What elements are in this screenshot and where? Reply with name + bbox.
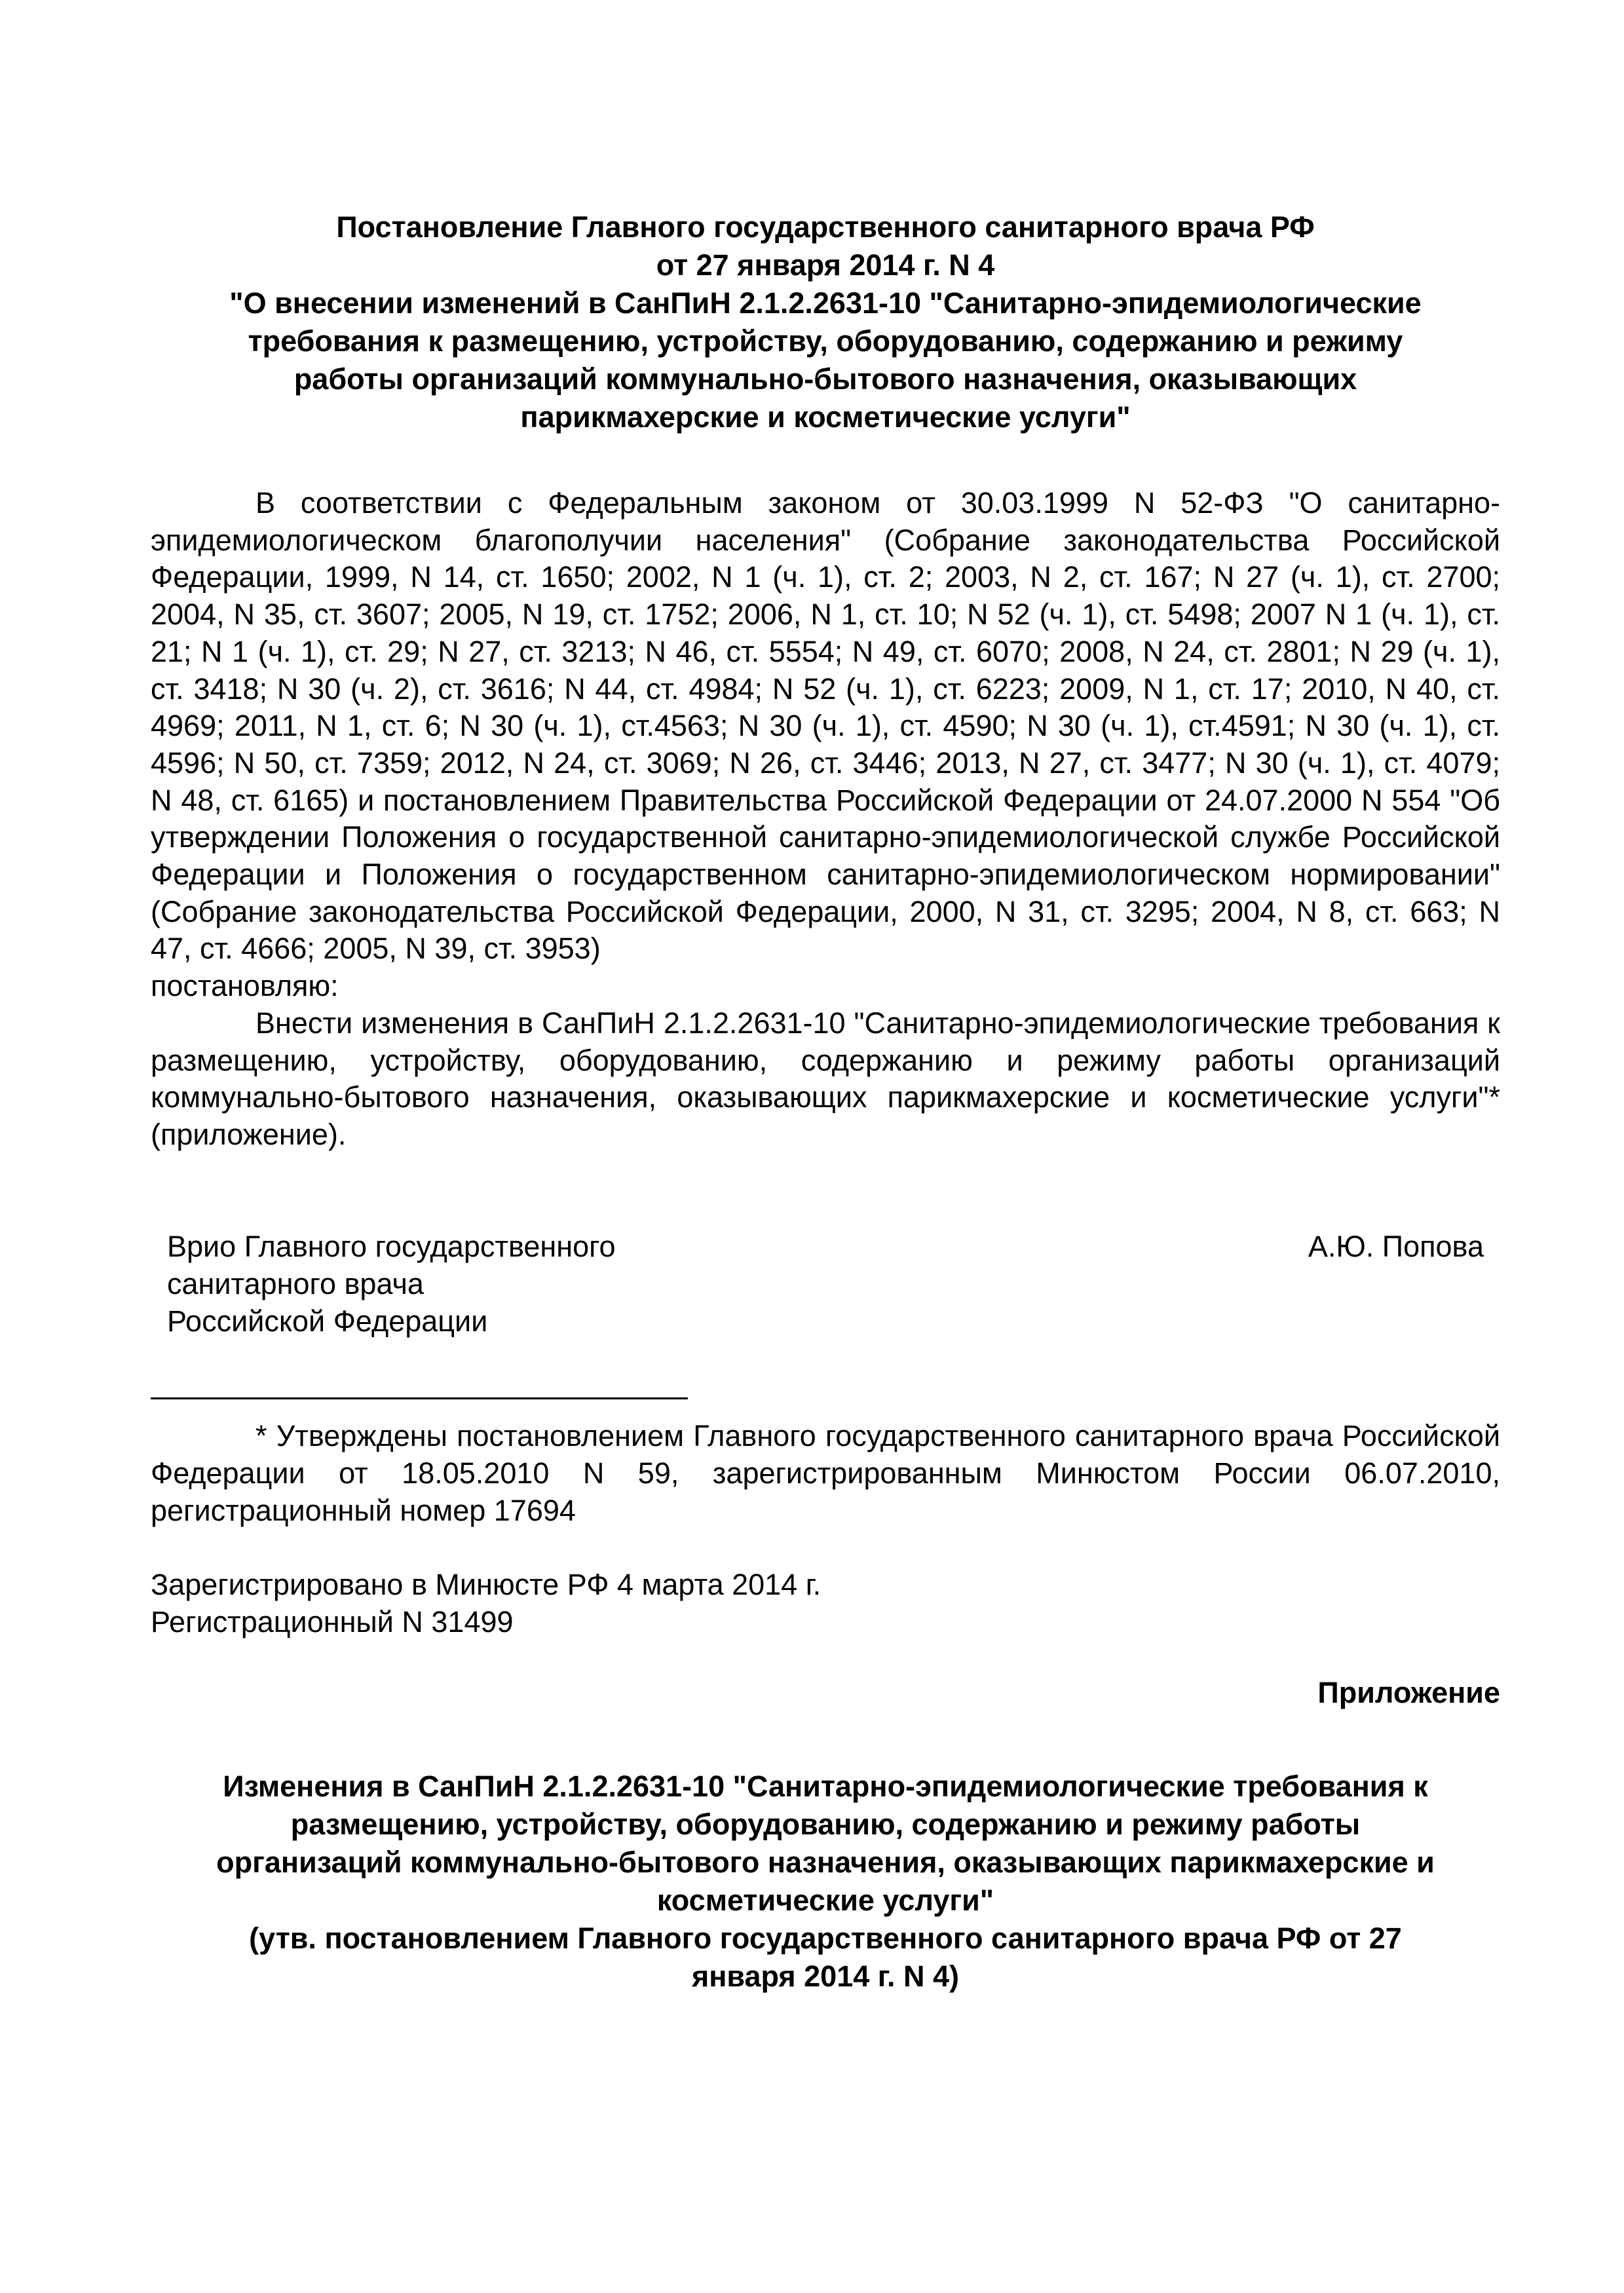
document-title [151,208,1500,436]
appendix-title-line: организаций коммунально-бытового назначения, оказывающих парикмахерские и [216,1846,1435,1879]
footnote-divider [151,1397,688,1399]
appendix-title-line: размещению, устройству, оборудованию, содержанию и режиму работы [290,1808,1361,1841]
title-line: парикмахерские и косметические услуги" [520,400,1131,434]
registration-number: Регистрационный N 31499 [151,1605,514,1639]
document-body [151,485,1500,1154]
appendix-title-line: (утв. постановлением Главного государственного санитарного врача РФ от 27 [249,1922,1402,1955]
signatory-position-line: Российской Федерации [167,1304,488,1338]
appendix-title [151,1768,1500,1996]
appendix-title-line: Изменения в СанПиН 2.1.2.2631-10 "Санитарно-эпидемиологические требования к [223,1770,1428,1803]
resolution-word: постановляю: [151,969,339,1003]
signature-block [167,1228,1484,1340]
title-line: требования к размещению, устройству, оборудованию, содержанию и режиму [248,324,1403,358]
signatory-name: А.Ю. Попова [1308,1230,1484,1263]
appendix-label: Приложение [1317,1676,1500,1709]
operative-paragraph: Внести изменения в СанПиН 2.1.2.2631-10 "Санитарно-эпидемиологические требования к размещению, устройству, оборудованию, содержанию и режиму работы организаций коммунально-бытового назначения, оказывающих парикмахерские и косметические услуги"* (приложение). [151,1006,1500,1151]
title-line: "О внесении изменений в СанПиН 2.1.2.2631-10 "Санитарно-эпидемиологические [229,286,1422,320]
title-line: Постановление Главного государственного санитарного врача РФ [336,210,1315,244]
registration-date: Зарегистрировано в Минюсте РФ 4 марта 2014 г. [151,1568,821,1601]
footnote-text: * Утверждены постановлением Главного государственного санитарного врача Российской Федерации от 18.05.2010 N 59, зарегистрированным Минюстом России 06.07.2010, регистрационный номер 17694 [151,1419,1500,1527]
appendix-title-line: января 2014 г. N 4) [691,1960,960,1993]
preamble-paragraph: В соответствии с Федеральным законом от 30.03.1999 N 52-ФЗ "О санитарно-эпидемиологическом благополучии населения" (Собрание законодательства Российской Федерации, 1999, N 14, ст. 1650; 2002, N 1 (ч. 1), ст. 2; 2003, N 2, ст. 167; N 27 (ч. 1), ст. 2700; 2004, N 35, ст. 3607; 2005, N 19, ст. 1752; 2006, N 1, ст. 10; N 52 (ч. 1), ст. 5498; 2007 N 1 (ч. 1), ст. 21; N 1 (ч. 1), ст. 29; N 27, ст. 3213; N 46, ст. 5554; N 49, ст. 6070; 2008, N 24, ст. 2801; N 29 (ч. 1), ст. 3418; N 30 (ч. 2), ст. 3616; N 44, ст. 4984; N 52 (ч. 1), ст. 6223; 2009, N 1, ст. 17; 2010, N 40, ст. 4969; 2011, N 1, ст. 6; N 30 (ч. 1), ст.4563; N 30 (ч. 1), ст. 4590; N 30 (ч. 1), ст.4591; N 30 (ч. 1), ст. 4596; N 50, ст. 7359; 2012, N 24, ст. 3069; N 26, ст. 3446; 2013, N 27, ст. 3477; N 30 (ч. 1), ст. 4079; N 48, ст. 6165) и постановлением Правительства Российской Федерации от 24.07.2000 N 554 "Об утверждении Положения о государственной санитарно-эпидемиологической службе Российской Федерации и Положения о государственном санитарно-эпидемиологическом нормировании" (Собрание законодательства Российской Федерации, 2000, N 31, ст. 3295; 2004, N 8, ст. 663; N 47, ст. 4666; 2005, N 39, ст. 3953) [151,486,1500,966]
signatory-position [167,1228,616,1340]
registration-info [151,1566,1500,1640]
document-page [151,0,1500,2293]
footnote [151,1417,1500,1529]
appendix-title-line: косметические услуги" [656,1884,994,1917]
signatory-position-line: санитарного врача [167,1267,424,1300]
title-line: работы организаций коммунально-бытового назначения, оказывающих [293,362,1357,396]
title-line: от 27 января 2014 г. N 4 [656,248,995,282]
signatory-position-line: Врио Главного государственного [167,1230,616,1263]
